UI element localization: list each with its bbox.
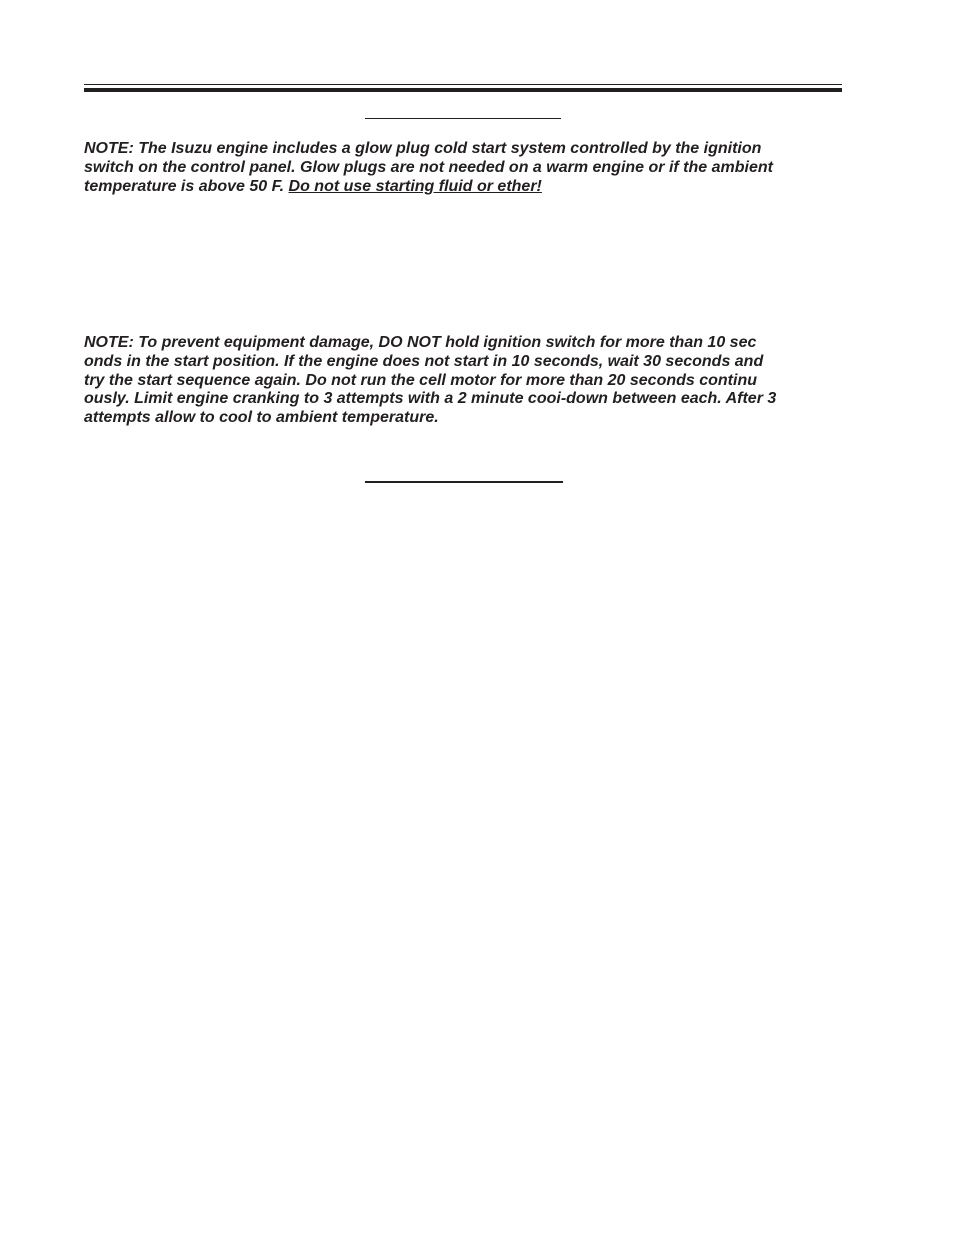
note-line: switch on the control panel. Glow plugs are not needed on a warm engine or if the ambient <box>84 158 773 176</box>
note-line: NOTE: The Isuzu engine includes a glow plug cold start system controlled by the ignition <box>84 140 762 157</box>
note-line <box>84 178 844 197</box>
note-line: try the start sequence again. Do not run the cell motor for more than 20 seconds continu <box>84 371 757 389</box>
note-line: NOTE: To prevent equipment damage, DO NOT hold ignition switch for more than 10 sec <box>84 334 757 351</box>
header-rule-thick <box>84 88 842 92</box>
note-text: temperature is above 50 F. <box>84 177 289 195</box>
section-divider-bottom <box>365 481 563 483</box>
starting-fluid-warning: Do not use starting fluid or ether! <box>288 177 542 195</box>
ignition-damage-note <box>84 334 844 428</box>
note-line: ously. Limit engine cranking to 3 attempts with a 2 minute cooi-down between each. After 3 <box>84 390 777 408</box>
note-line: onds in the start position. If the engine does not start in 10 seconds, wait 30 seconds and <box>84 352 764 370</box>
note-line: attempts allow to cool to ambient temperature. <box>84 409 439 427</box>
glow-plug-note <box>84 140 844 196</box>
section-divider-top <box>365 118 561 119</box>
header-rule-thin <box>84 84 842 85</box>
